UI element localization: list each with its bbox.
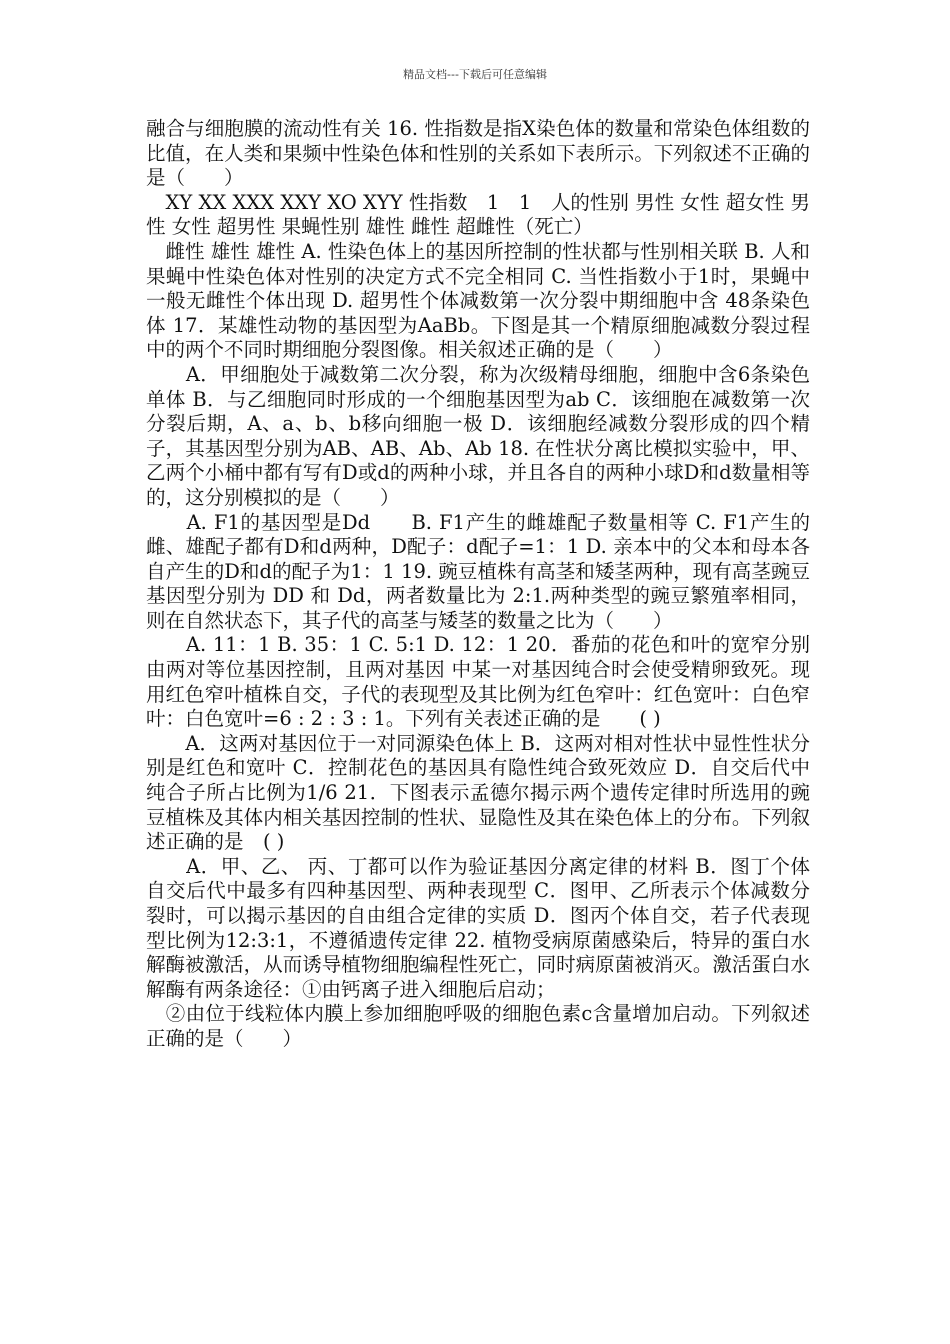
paragraph: 雌性 雄性 雄性 A. 性染色体上的基因所控制的性状都与性别相关联 B. 人和果蝇中性染色体对性别的决定方式不完全相同 C. 当性指数小于1时，果蝇中一般无雌性个体出现 D. 超男性个体减数第一次分裂中期细胞中含 48条染色体 17．某雄性动物的基因型为AaBb。下图是其一个精原细胞减数分裂过程中的两个不同时期细胞分裂图像。相关叙述正确的是（ ） <box>146 239 810 362</box>
paragraph: A．甲、乙、 丙、丁都可以作为验证基因分离定律的材料 B．图丁个体自交后代中最多有四种基因型、两种表现型 C．图甲、乙所表示个体减数分裂时，可以揭示基因的自由组合定律的实质 D．图丙个体自交，若子代表现型比例为12:3:1，不遵循遗传定律 22. 植物受病原菌感染后，特异的蛋白水解酶被激活，从而诱导植物细胞编程性死亡，同时病原菌被消灭。激活蛋白水解酶有两条途径：①由钙离子进入细胞后启动； <box>146 854 810 1001</box>
document-body <box>146 117 810 1052</box>
paragraph: XY XX XXX XXY XO XYY 性指数 1 1 人的性别 男性 女性 超女性 男性 女性 超男性 果蝇性别 雄性 雌性 超雌性（死亡） <box>146 190 810 239</box>
paragraph: A. 11：1 B. 35：1 C. 5:1 D. 12：1 20．番茄的花色和叶的宽窄分别由两对等位基因控制，且两对基因 中某一对基因纯合时会使受精卵致死。现用红色窄叶植株自交，子代的表现型及其比例为红色窄叶：红色宽叶：白色窄叶：白色宽叶=6 : 2 : 3 : 1。下列有关表述正确的是 ( ) <box>146 633 810 731</box>
paragraph: 融合与细胞膜的流动性有关 16. 性指数是指X染色体的数量和常染色体组数的比值，在人类和果频中性染色体和性别的关系如下表所示。下列叙述不正确的是（ ） <box>146 117 810 190</box>
paragraph: A．这两对基因位于一对同源染色体上 B．这两对相对性状中显性性状分别是红色和宽叶 C．控制花色的基因具有隐性纯合致死效应 D．自交后代中纯合子所占比例为1/6 21．下图表示孟德尔揭示两个遗传定律时所选用的豌豆植株及其体内相关基因控制的性状、显隐性及其在染色体上的分布。下列叙述正确的是 ( ) <box>146 731 810 854</box>
page-header: 精品文档---下载后可任意编辑 <box>403 68 547 81</box>
paragraph: A．甲细胞处于减数第二次分裂，称为次级精母细胞，细胞中含6条染色单体 B．与乙细胞同时形成的一个细胞基因型为ab C．该细胞在减数第一次分裂后期，A、a、b、b移向细胞一极 D．该细胞经减数分裂形成的四个精子，其基因型分别为AB、AB、Ab、Ab 18. 在性状分离比模拟实验中，甲、乙两个小桶中都有写有D或d的两种小球，并且各自的两种小球D和d数量相等的，这分别模拟的是（ ） <box>146 362 810 509</box>
paragraph: A. F1的基因型是Dd B. F1产生的雌雄配子数量相等 C. F1产生的雌、雄配子都有D和d两种，D配子：d配子=1：1 D. 亲本中的父本和母本各自产生的D和d的配子为1：1 19. 豌豆植株有高茎和矮茎两种，现有高茎豌豆基因型分别为 DD 和 Dd，两者数量比为 2:1.两种类型的豌豆繁殖率相同，则在自然状态下，其子代的高茎与矮茎的数量之比为（ ） <box>146 510 810 632</box>
paragraph: ②由位于线粒体内膜上参加细胞呼吸的细胞色素c含量增加启动。下列叙述正确的是（ ） <box>146 1002 810 1050</box>
